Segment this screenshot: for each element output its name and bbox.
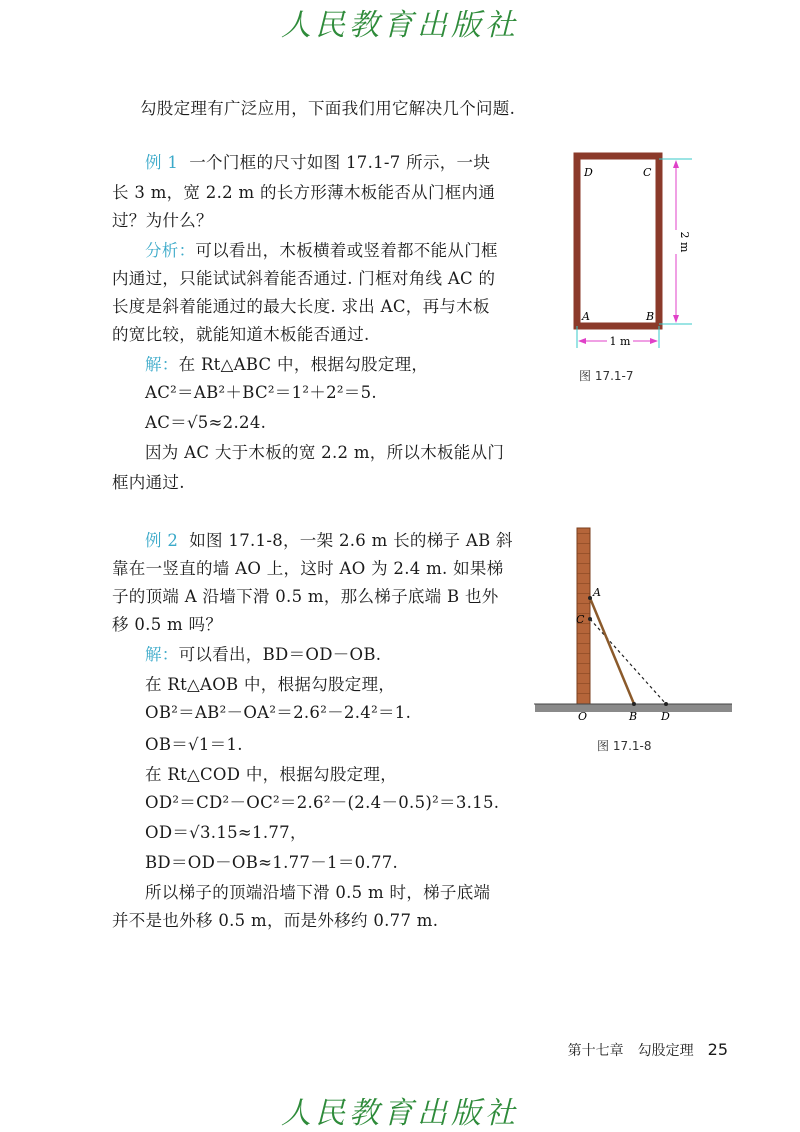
solution2-text1: 可以看出，BD＝OD－OB. xyxy=(178,645,382,664)
publisher-header: 人民教育出版社 xyxy=(281,8,519,43)
label-C2: C xyxy=(576,613,585,626)
door-frame-figure xyxy=(560,148,710,358)
height-arrow-bottom xyxy=(673,315,679,323)
label-A2: A xyxy=(593,586,601,599)
figure1-caption: 图 17.1-7 xyxy=(579,369,634,383)
example2-sol10: 并不是也外移 0.5 m，而是外移约 0.77 m. xyxy=(112,911,439,930)
example1-sol5: 框内通过. xyxy=(112,473,185,492)
example1-sol3: AC＝√5≈2.24. xyxy=(145,413,267,432)
point-A xyxy=(588,596,592,600)
example2-line3: 子的顶端 A 沿墙下滑 0.5 m，那么梯子底端 B 也外 xyxy=(112,587,499,606)
label-A: A xyxy=(582,310,590,323)
door-frame xyxy=(577,156,659,326)
example2-line2: 靠在一竖直的墙 AO 上，这时 AO 为 2.4 m. 如果梯 xyxy=(112,559,504,578)
example2-sol7: OD＝√3.15≈1.77， xyxy=(145,823,307,842)
example2-label: 例 2 xyxy=(145,531,179,550)
example2-text1: 如图 17.1-8，一架 2.6 m 长的梯子 AB 斜 xyxy=(189,531,513,550)
point-B xyxy=(632,702,636,706)
example1-sol4: 因为 AC 大于木板的宽 2.2 m，所以木板能从门 xyxy=(145,443,505,462)
example1-sol1 xyxy=(145,354,537,376)
example1-analysis1 xyxy=(145,240,537,262)
label-B2: B xyxy=(629,710,638,723)
chapter-title: 第十七章 勾股定理 xyxy=(567,1043,694,1059)
example1-sol2: AC²＝AB²＋BC²＝1²＋2²＝5. xyxy=(145,383,377,402)
intro-text: 勾股定理有广泛应用，下面我们用它解决几个问题. xyxy=(140,99,516,118)
example1-text1: 一个门框的尺寸如图 17.1-7 所示，一块 xyxy=(189,153,491,172)
example1-label: 例 1 xyxy=(145,153,179,172)
example2-sol6: OD²＝CD²－OC²＝2.6²－(2.4－0.5)²＝3.15. xyxy=(145,793,500,812)
example1-analysis3: 长度是斜着能通过的最大长度. 求出 AC，再与木板 xyxy=(112,297,490,316)
width-arrow-left xyxy=(578,338,586,344)
figure2-caption: 图 17.1-8 xyxy=(597,739,652,753)
example1-analysis2: 内通过，只能试试斜着能否通过. 门框对角线 AC 的 xyxy=(112,269,496,288)
height-label: 2 m xyxy=(678,231,691,253)
example2-line4: 移 0.5 m 吗？ xyxy=(112,615,223,634)
analysis-text1: 可以看出，木板横着或竖着都不能从门框 xyxy=(195,241,498,260)
example2-sol4: OB＝√1＝1. xyxy=(145,735,243,754)
label-B: B xyxy=(646,310,655,323)
example2-sol3: OB²＝AB²－OA²＝2.6²－2.4²＝1. xyxy=(145,703,412,722)
label-D: D xyxy=(584,166,593,179)
example2-line1 xyxy=(145,530,537,552)
example2-sol9: 所以梯子的顶端沿墙下滑 0.5 m 时，梯子底端 xyxy=(145,883,491,902)
point-D xyxy=(664,702,668,706)
example2-sol5: 在 Rt△COD 中，根据勾股定理， xyxy=(145,765,398,784)
publisher-footer: 人民教育出版社 xyxy=(281,1096,519,1131)
example1-line2: 长 3 m，宽 2.2 m 的长方形薄木板能否从门框内通 xyxy=(112,183,496,202)
example2-sol8: BD＝OD－OB≈1.77－1＝0.77. xyxy=(145,853,399,872)
solution1-text1: 在 Rt△ABC 中，根据勾股定理， xyxy=(178,355,429,374)
example1-analysis4: 的宽比较，就能知道木板能否通过. xyxy=(112,325,370,344)
example2-sol1 xyxy=(145,644,537,666)
label-C: C xyxy=(643,166,652,179)
page-footer xyxy=(568,1040,728,1060)
example1-line3: 过？为什么？ xyxy=(112,211,213,230)
example1-line1 xyxy=(145,152,537,174)
ladder-figure xyxy=(532,524,732,724)
label-D2: D xyxy=(661,710,670,723)
example2-sol2: 在 Rt△AOB 中，根据勾股定理， xyxy=(145,675,396,694)
solution1-label: 解： xyxy=(145,355,179,374)
width-label: 1 m xyxy=(609,335,631,348)
height-arrow-top xyxy=(673,160,679,168)
analysis-label: 分析： xyxy=(145,241,196,260)
page-number: 25 xyxy=(707,1040,728,1059)
width-arrow-right xyxy=(650,338,658,344)
ladder xyxy=(590,598,634,704)
point-C xyxy=(588,617,592,621)
label-O: O xyxy=(578,710,588,723)
solution2-label: 解： xyxy=(145,645,179,664)
